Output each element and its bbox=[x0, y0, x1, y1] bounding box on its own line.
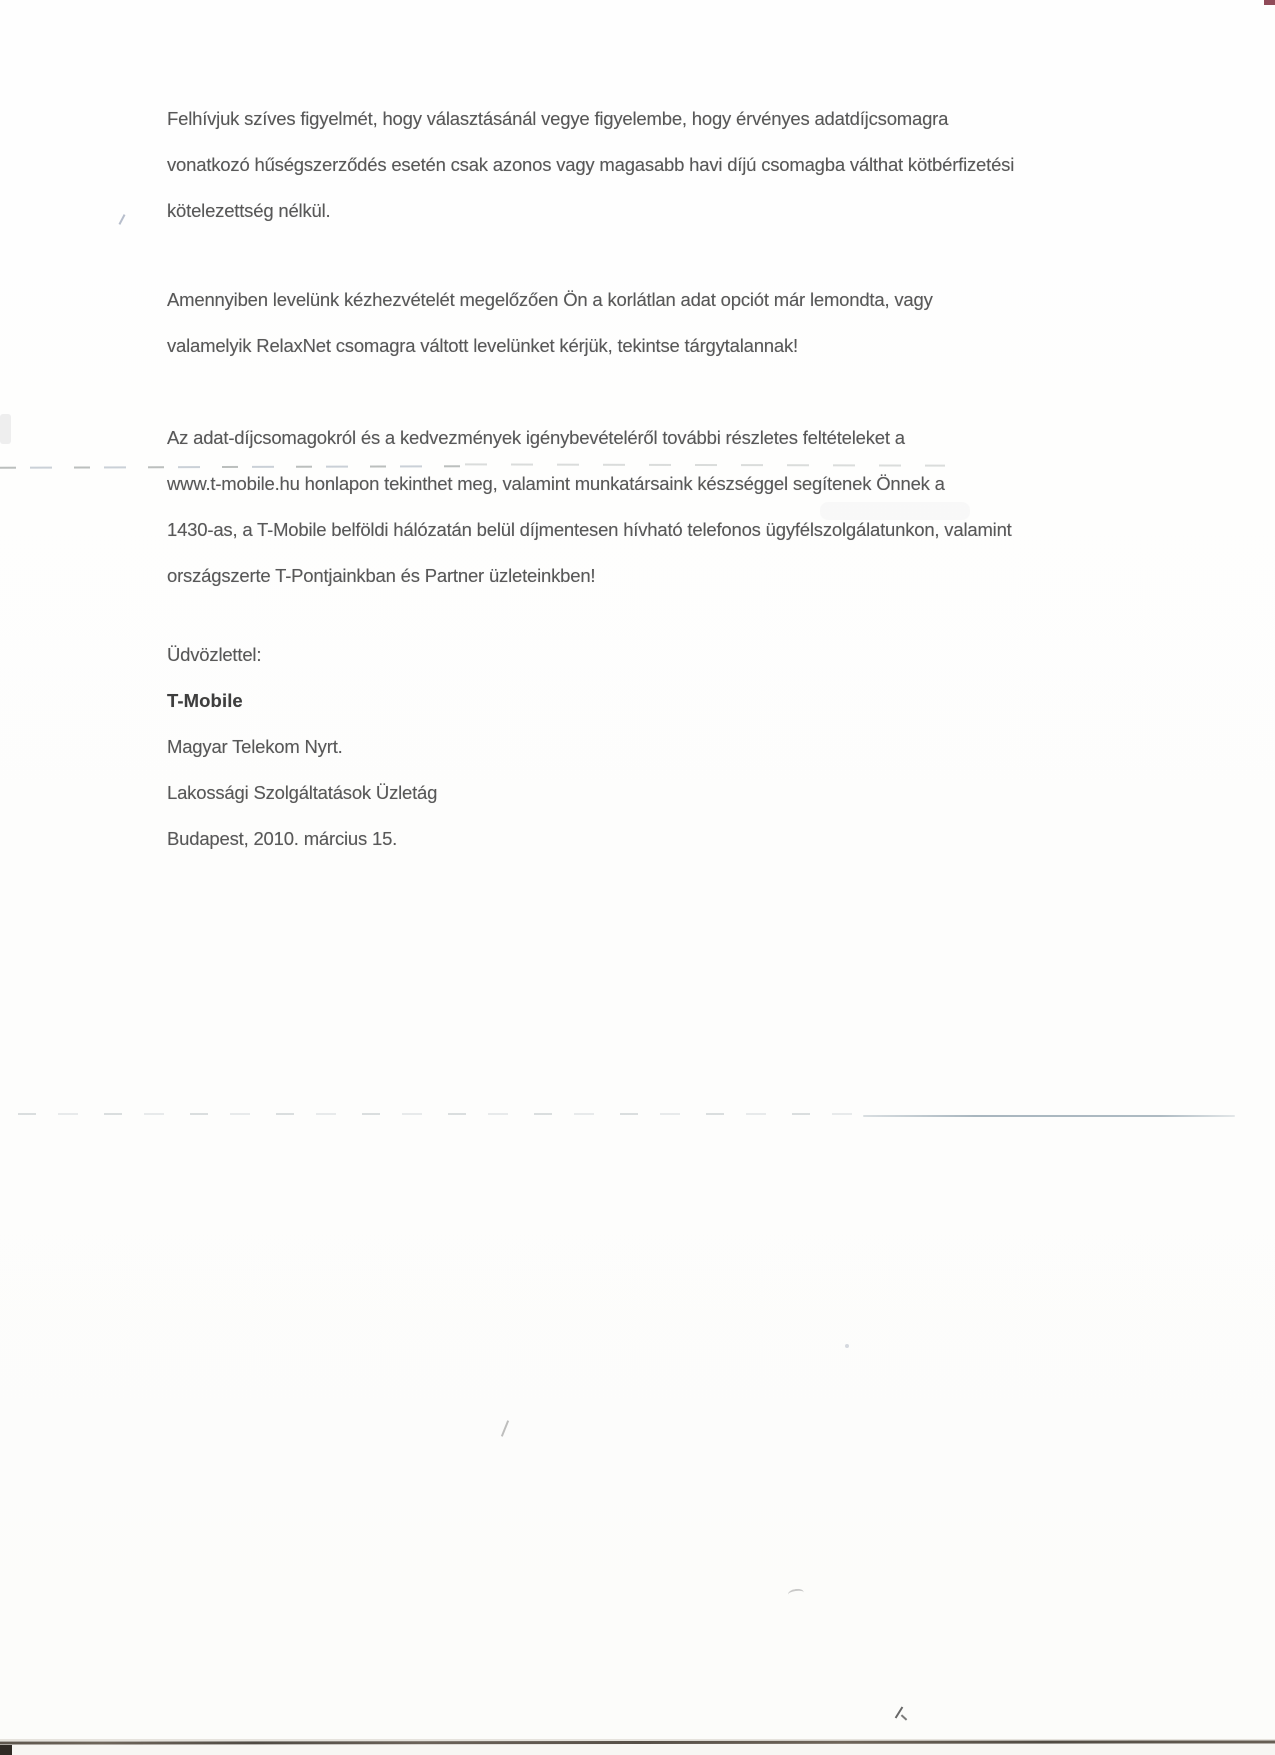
closing-block bbox=[167, 632, 1087, 862]
scan-edge-area bbox=[0, 1744, 1275, 1755]
letter-line: vonatkozó hűségszerződés esetén csak azonos vagy magasabb havi díjú csomagba válthat kötbérfizetési bbox=[167, 154, 1015, 175]
date-line: Budapest, 2010. március 15. bbox=[167, 828, 398, 849]
scan-margin-tick bbox=[119, 214, 126, 225]
scan-corner-block bbox=[0, 1745, 12, 1755]
letter-line: valamelyik RelaxNet csomagra váltott levelünket kérjük, tekintse tárgytalannak! bbox=[167, 335, 798, 356]
letter-line: kötelezettség nélkül. bbox=[167, 200, 331, 221]
paragraph-disregard bbox=[167, 277, 1087, 369]
scan-artifact-dashed-line bbox=[18, 1113, 863, 1115]
scan-squiggle-mark bbox=[787, 1588, 804, 1599]
scan-pen-mark bbox=[501, 1420, 509, 1437]
scan-speck bbox=[845, 1344, 849, 1348]
letter-line: Felhívjuk szíves figyelmét, hogy választásánál vegye figyelembe, hogy érvényes adatdíjcsomagra bbox=[167, 108, 949, 129]
scan-tick-mark bbox=[901, 1714, 908, 1720]
division-name: Lakossági Szolgáltatások Üzletág bbox=[167, 782, 438, 803]
scan-edge-smudge bbox=[0, 414, 11, 444]
scan-edge-shadow bbox=[0, 1739, 1275, 1741]
paragraph-info bbox=[167, 415, 1087, 599]
letter-line: Amennyiben levelünk kézhezvételét megelőzően Ön a korlátlan adat opciót már lemondta, vagy bbox=[167, 289, 933, 310]
scan-tick-mark bbox=[895, 1706, 904, 1718]
letter-line: 1430-as, a T-Mobile belföldi hálózatán belül díjmentesen hívható telefonos ügyfélszolgálatunkon, valamint bbox=[167, 519, 1012, 540]
company-full-name: Magyar Telekom Nyrt. bbox=[167, 736, 343, 757]
scan-edge-line bbox=[0, 1740, 1275, 1744]
paragraph-notice bbox=[167, 96, 1087, 234]
company-name: T-Mobile bbox=[167, 690, 243, 711]
letter-line: www.t-mobile.hu honlapon tekinthet meg, valamint munkatársaink készséggel segítenek Önnek a bbox=[167, 473, 945, 494]
letter-line: Az adat-díjcsomagokról és a kedvezmények igénybevételéről további részletes feltételeket a bbox=[167, 427, 905, 448]
scan-artifact-line bbox=[863, 1115, 1235, 1117]
scan-corner-mark bbox=[1264, 0, 1275, 5]
letter-line: országszerte T-Pontjainkban és Partner üzleteinkben! bbox=[167, 565, 596, 586]
salutation: Üdvözlettel: bbox=[167, 644, 262, 665]
